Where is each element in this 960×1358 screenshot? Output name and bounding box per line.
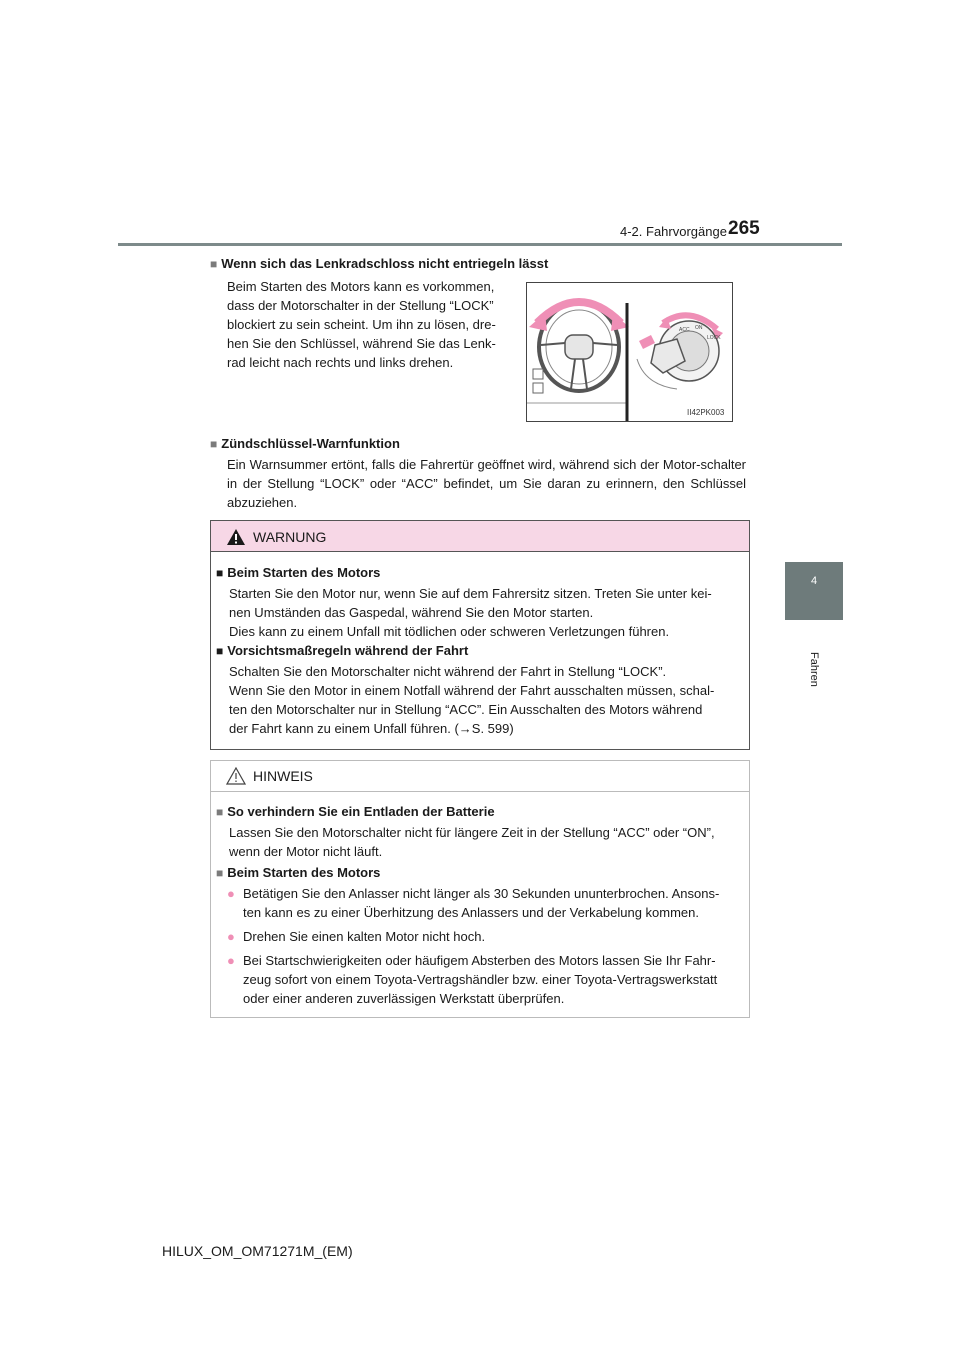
text-line: nen Umständen das Gaspedal, während Sie den Motor starten. [229, 605, 594, 620]
square-bullet-icon: ■ [216, 805, 224, 819]
text-line: der Fahrt kann zu einem Unfall führen. (→S. 599) [229, 721, 514, 736]
warning-box [210, 520, 750, 750]
notice-bullet-3 [227, 951, 747, 1008]
text-line: Schalten Sie den Motorschalter nicht während der Fahrt in Stellung “LOCK”. [229, 664, 667, 679]
section2-text: Ein Warnsummer ertönt, falls die Fahrertür geöffnet wird, während sich der Motor-schalter in der Stellung “LOCK” oder “ACC” befindet, um Sie daran zu erinnern, den Schlüssel abzuziehen. [227, 457, 746, 510]
section1-text [227, 277, 517, 372]
page-number: 265 [728, 218, 760, 239]
square-bullet-icon: ■ [216, 566, 224, 580]
notice-bullet-2 [227, 927, 747, 946]
notice-triangle-icon [226, 767, 246, 785]
figure-steering-key [526, 282, 733, 422]
notice-item1-heading: ■ So verhindern Sie ein Entladen der Batterie [216, 804, 495, 819]
section1-heading: ■ Wenn sich das Lenkradschloss nicht entriegeln lässt [210, 256, 549, 271]
section2-heading: ■ Zündschlüssel-Warnfunktion [210, 436, 400, 451]
acc-label: ACC [679, 327, 690, 333]
square-bullet-icon: ■ [210, 257, 218, 271]
warning-header [211, 521, 749, 552]
text-line: Wenn Sie den Motor in einem Notfall während der Fahrt ausschalten müssen, schal- [229, 683, 715, 698]
text-line: dass der Motorschalter in der Stellung “LOCK” [227, 298, 494, 313]
text-line: hen Sie den Schlüssel, während Sie das Lenk- [227, 336, 496, 351]
warning-title: WARNUNG [253, 529, 327, 545]
notice-title: HINWEIS [253, 768, 313, 784]
text-line: zeug sofort von einem Toyota-Vertragshändler bzw. einer Toyota-Vertragswerkstatt [243, 972, 718, 987]
text-line: ten kann es zu einer Überhitzung des Anlassers und der Verkabelung kommen. [243, 905, 699, 920]
on-label: ON [695, 325, 703, 331]
header-rule [118, 243, 842, 246]
warning-triangle-icon [226, 528, 246, 546]
circle-bullet-icon: ● [227, 929, 235, 944]
text-line: blockiert zu sein scheint. Um ihn zu lösen, dre- [227, 317, 496, 332]
side-tab-label: Fahren [808, 652, 820, 687]
text-line: Lassen Sie den Motorschalter nicht für längere Zeit in der Stellung “ACC” oder “ON”, [229, 825, 715, 840]
figure-code: II42PK003 [687, 408, 725, 417]
text-line: Beim Starten des Motors kann es vorkommen, [227, 279, 495, 294]
side-tab-number: 4 [810, 575, 818, 587]
text-line: ten den Motorschalter nur in Stellung “ACC”. Ein Ausschalten des Motors während [229, 702, 703, 717]
square-bullet-icon: ■ [216, 866, 224, 880]
text-line: Drehen Sie einen kalten Motor nicht hoch. [243, 929, 486, 944]
section-title: 4-2. Fahrvorgänge [620, 224, 727, 239]
text-line: rad leicht nach rechts und links drehen. [227, 355, 454, 370]
lock-label: LOCK [707, 335, 721, 341]
text-line: oder einer anderen zuverlässigen Werkstatt überprüfen. [243, 991, 565, 1006]
square-bullet-icon: ■ [210, 437, 218, 451]
text-line: wenn der Motor nicht läuft. [229, 844, 383, 859]
notice-box [210, 760, 750, 1018]
text-line: Bei Startschwierigkeiten oder häufigem Absterben des Motors lassen Sie Ihr Fahr- [243, 953, 716, 968]
document-code: HILUX_OM_OM71271M_(EM) [162, 1243, 353, 1259]
square-bullet-icon: ■ [216, 644, 224, 658]
text-line: Starten Sie den Motor nur, wenn Sie auf dem Fahrersitz sitzen. Treten Sie unter kei- [229, 586, 712, 601]
steering-wheel-key-illustration [527, 283, 732, 421]
notice-header [211, 761, 749, 792]
text-line: Betätigen Sie den Anlasser nicht länger als 30 Sekunden ununterbrochen. Ansons- [243, 886, 720, 901]
notice-item2-heading: ■ Beim Starten des Motors [216, 865, 381, 880]
circle-bullet-icon: ● [227, 953, 235, 968]
warning-item1-heading: ■ Beim Starten des Motors [216, 565, 381, 580]
warning-item2-heading: ■ Vorsichtsmaßregeln während der Fahrt [216, 643, 469, 658]
side-tab-gray [785, 562, 843, 620]
warning-item1-text [229, 584, 747, 641]
warning-item2-text [229, 662, 747, 738]
notice-item1-text [229, 823, 747, 861]
notice-bullet-1 [227, 884, 747, 922]
text-line: Dies kann zu einem Unfall mit tödlichen oder schweren Verletzungen führen. [229, 624, 670, 639]
circle-bullet-icon: ● [227, 886, 235, 901]
